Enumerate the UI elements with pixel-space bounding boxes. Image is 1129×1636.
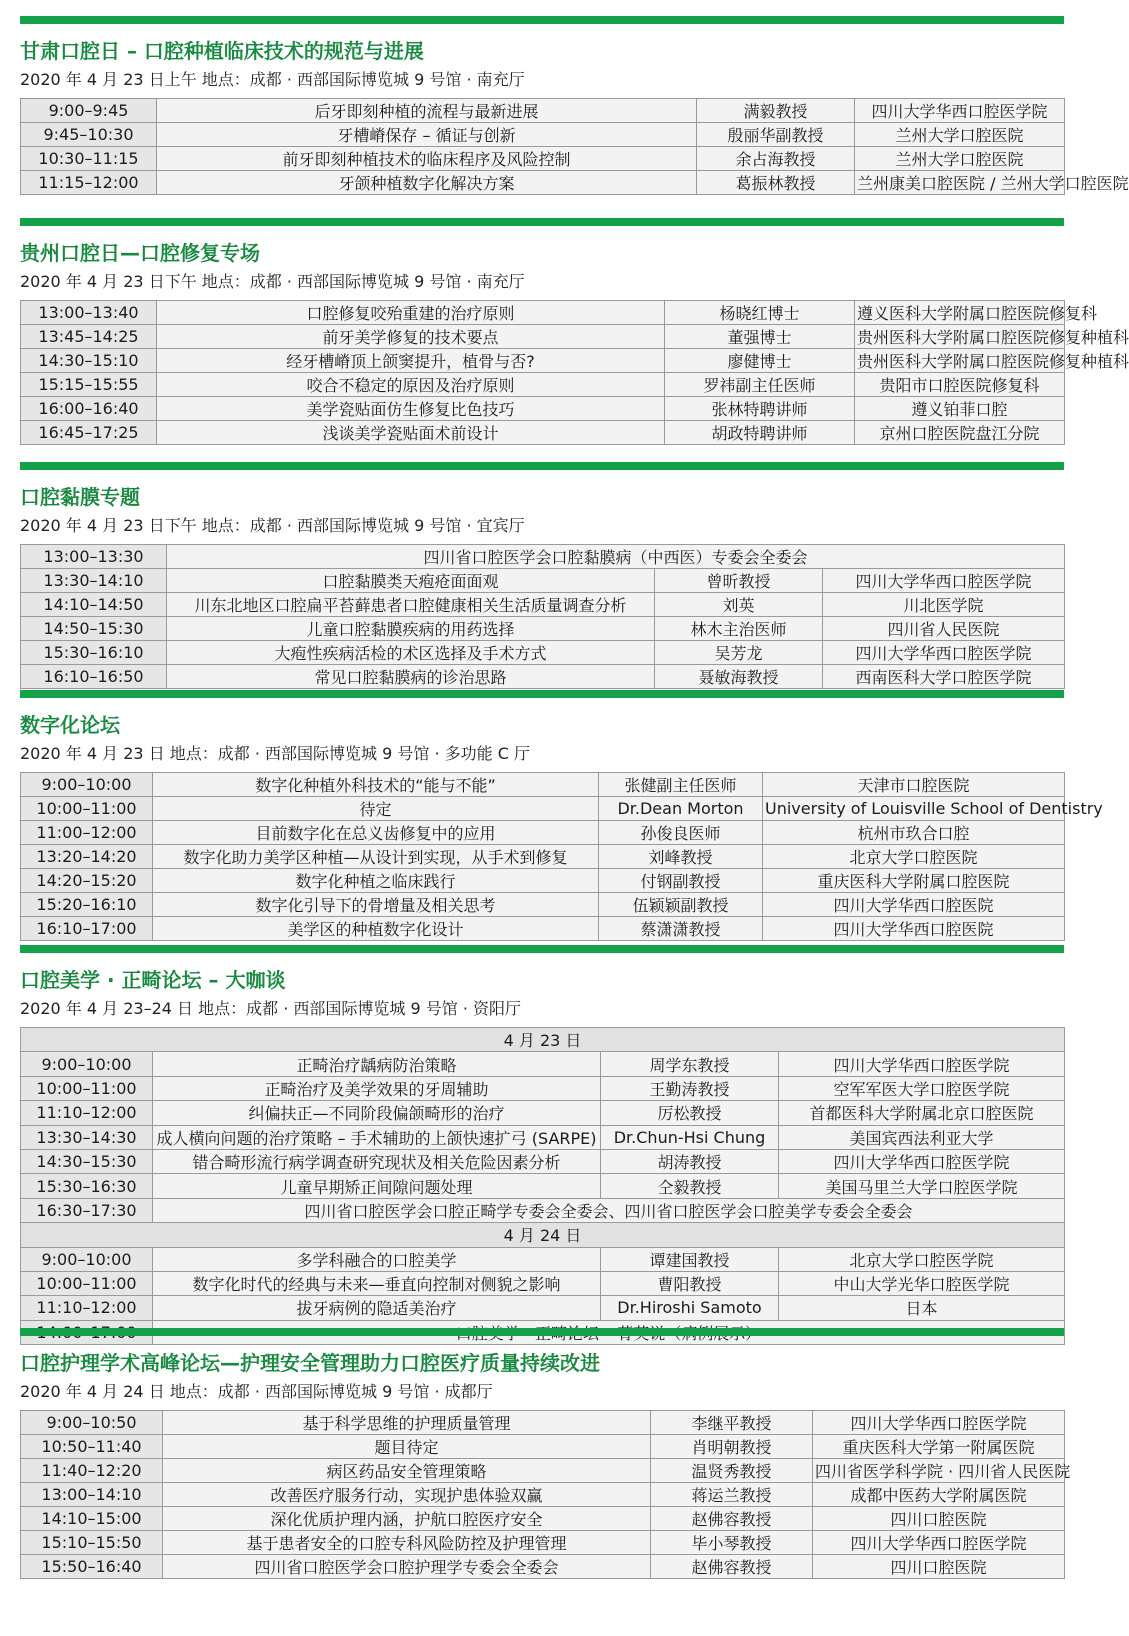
time-cell: 9:00–9:45	[21, 99, 157, 123]
affiliation-cell: 日本	[779, 1296, 1065, 1320]
time-cell: 10:30–11:15	[21, 147, 157, 171]
speaker-cell: Dr.Dean Morton	[599, 797, 763, 821]
session-title: 口腔美学 · 正畸论坛 – 大咖谈	[20, 968, 286, 992]
speaker-cell: 刘峰教授	[599, 845, 763, 869]
speaker-cell: 胡政特聘讲师	[665, 421, 855, 445]
schedule-table	[20, 98, 1129, 195]
session-date-venue: 2020 年 4 月 23 日上午 地点：成都 · 西部国际博览城 9 号馆 · 南充厅	[20, 70, 525, 89]
speaker-cell: 张健副主任医师	[599, 773, 763, 797]
time-cell: 14:20–15:20	[21, 869, 153, 893]
affiliation-cell: 成都中医药大学附属医院	[813, 1483, 1065, 1507]
schedule-row	[21, 1052, 1065, 1076]
affiliation-cell: 北京大学口腔医学院	[779, 1247, 1065, 1271]
speaker-cell: 周学东教授	[601, 1052, 779, 1076]
topic-cell: 数字化种植外科技术的“能与不能”	[153, 773, 599, 797]
time-cell: 9:00–10:00	[21, 1247, 153, 1271]
time-cell: 11:00–12:00	[21, 821, 153, 845]
schedule-row	[21, 373, 1065, 397]
time-cell: 15:15–15:55	[21, 373, 157, 397]
speaker-cell: 林木主治医师	[655, 617, 823, 641]
speaker-cell: 张林特聘讲师	[665, 397, 855, 421]
affiliation-cell: 四川省人民医院	[823, 617, 1065, 641]
affiliation-cell: 四川省医学科学院 · 四川省人民医院	[813, 1459, 1065, 1483]
schedule-table	[20, 1027, 1065, 1345]
topic-cell: 四川省口腔医学会口腔护理学专委会全委会	[163, 1555, 651, 1579]
affiliation-cell: 天津市口腔医院	[763, 773, 1065, 797]
affiliation-cell: 中山大学光华口腔医学院	[779, 1271, 1065, 1295]
speaker-cell: 赵佛容教授	[651, 1507, 813, 1531]
affiliation-cell: 兰州康美口腔医院 / 兰州大学口腔医院	[855, 171, 1065, 195]
schedule-row	[21, 171, 1065, 195]
time-cell: 10:50–11:40	[21, 1435, 163, 1459]
time-cell: 16:00–16:40	[21, 397, 157, 421]
affiliation-cell: 首都医科大学附属北京口腔医院	[779, 1101, 1065, 1125]
topic-cell: 待定	[153, 797, 599, 821]
topic-cell: 浅谈美学瓷贴面术前设计	[157, 421, 665, 445]
affiliation-cell: 遵义医科大学附属口腔医院修复科	[855, 301, 1065, 325]
topic-cell: 目前数字化在总义齿修复中的应用	[153, 821, 599, 845]
topic-cell: 纠偏扶正—不同阶段偏颌畸形的治疗	[153, 1101, 601, 1125]
schedule-row	[21, 893, 1065, 917]
affiliation-cell: 四川大学华西口腔医学院	[823, 569, 1065, 593]
schedule-table	[20, 772, 1103, 941]
time-cell: 16:45–17:25	[21, 421, 157, 445]
affiliation-cell: University of Louisville School of Dentistry	[763, 797, 1065, 821]
speaker-cell: 温贤秀教授	[651, 1459, 813, 1483]
time-cell: 16:10–17:00	[21, 917, 153, 941]
affiliation-cell: 兰州大学口腔医院	[855, 123, 1065, 147]
section-divider	[20, 945, 1064, 953]
schedule-row	[21, 301, 1065, 325]
time-cell: 14:30–15:10	[21, 349, 157, 373]
affiliation-cell: 四川大学华西口腔医学院	[823, 641, 1065, 665]
speaker-cell: 聂敏海教授	[655, 665, 823, 689]
topic-cell: 数字化时代的经典与未来—垂直向控制对侧貌之影响	[153, 1271, 601, 1295]
speaker-cell: 毕小琴教授	[651, 1531, 813, 1555]
session-block	[20, 945, 1064, 1345]
time-cell: 10:00–11:00	[21, 797, 153, 821]
date-row	[21, 1223, 1065, 1247]
time-cell: 9:00–10:00	[21, 1052, 153, 1076]
session-block	[20, 1328, 1071, 1579]
schedule-row	[21, 1531, 1065, 1555]
session-date-venue: 2020 年 4 月 23 日 地点：成都 · 西部国际博览城 9 号馆 · 多功能 C 厅	[20, 744, 530, 763]
topic-cell: 改善医疗服务行动，实现护患体验双赢	[163, 1483, 651, 1507]
speaker-cell: 殷丽华副教授	[697, 123, 855, 147]
time-cell: 16:10–16:50	[21, 665, 167, 689]
section-divider	[20, 16, 1064, 24]
topic-cell: 基于科学思维的护理质量管理	[163, 1411, 651, 1435]
schedule-row	[21, 1198, 1065, 1222]
time-cell: 14:30–15:30	[21, 1149, 153, 1173]
topic-cell: 后牙即刻种植的流程与最新进展	[157, 99, 697, 123]
session-title: 数字化论坛	[20, 713, 120, 737]
schedule-row	[21, 1174, 1065, 1198]
topic-cell: 数字化引导下的骨增量及相关思考	[153, 893, 599, 917]
time-cell: 11:15–12:00	[21, 171, 157, 195]
section-divider	[20, 218, 1064, 226]
speaker-cell: 曾昕教授	[655, 569, 823, 593]
section-divider	[20, 462, 1064, 470]
session-date-venue: 2020 年 4 月 23 日下午 地点：成都 · 西部国际博览城 9 号馆 · 宜宾厅	[20, 516, 525, 535]
time-cell: 9:00–10:00	[21, 773, 153, 797]
schedule-row	[21, 397, 1065, 421]
affiliation-cell: 美国宾西法利亚大学	[779, 1125, 1065, 1149]
schedule-row	[21, 593, 1065, 617]
affiliation-cell: 重庆医科大学附属口腔医院	[763, 869, 1065, 893]
speaker-cell: 满毅教授	[697, 99, 855, 123]
schedule-row	[21, 845, 1065, 869]
topic-cell: 题目待定	[163, 1435, 651, 1459]
schedule-row	[21, 1076, 1065, 1100]
speaker-cell: 曹阳教授	[601, 1271, 779, 1295]
speaker-cell: 刘英	[655, 593, 823, 617]
affiliation-cell: 四川大学华西口腔医学院	[813, 1411, 1065, 1435]
schedule-row	[21, 1247, 1065, 1271]
session-block	[20, 218, 1129, 445]
schedule-row	[21, 1555, 1065, 1579]
topic-cell: 美学瓷贴面仿生修复比色技巧	[157, 397, 665, 421]
schedule-row	[21, 665, 1065, 689]
schedule-table	[20, 544, 1065, 689]
date-cell: 4 月 24 日	[21, 1223, 1065, 1247]
schedule-row	[21, 1101, 1065, 1125]
date-row	[21, 1028, 1065, 1052]
affiliation-cell: 遵义铂菲口腔	[855, 397, 1065, 421]
topic-cell: 大疱性疾病活检的术区选择及手术方式	[167, 641, 655, 665]
time-cell: 13:00–13:30	[21, 545, 167, 569]
speaker-cell: 付钢副教授	[599, 869, 763, 893]
schedule-row	[21, 1411, 1065, 1435]
time-cell: 13:45–14:25	[21, 325, 157, 349]
affiliation-cell: 京州口腔医院盘江分院	[855, 421, 1065, 445]
topic-cell: 儿童早期矫正间隙问题处理	[153, 1174, 601, 1198]
speaker-cell: 吴芳龙	[655, 641, 823, 665]
time-cell: 10:00–11:00	[21, 1271, 153, 1295]
topic-cell: 口腔修复咬殆重建的治疗原则	[157, 301, 665, 325]
speaker-cell: 蒋运兰教授	[651, 1483, 813, 1507]
speaker-cell: Dr.Hiroshi Samoto	[601, 1296, 779, 1320]
schedule-row	[21, 869, 1065, 893]
time-cell: 16:30–17:30	[21, 1198, 153, 1222]
speaker-cell: 谭建国教授	[601, 1247, 779, 1271]
affiliation-cell: 兰州大学口腔医院	[855, 147, 1065, 171]
session-date-venue: 2020 年 4 月 23–24 日 地点：成都 · 西部国际博览城 9 号馆 · 资阳厅	[20, 999, 522, 1018]
affiliation-cell: 美国马里兰大学口腔医学院	[779, 1174, 1065, 1198]
session-block	[20, 462, 1064, 689]
schedule-row	[21, 1296, 1065, 1320]
schedule-row	[21, 1507, 1065, 1531]
topic-cell: 基于患者安全的口腔专科风险防控及护理管理	[163, 1531, 651, 1555]
affiliation-cell: 北京大学口腔医院	[763, 845, 1065, 869]
topic-cell: 正畸治疗及美学效果的牙周辅助	[153, 1076, 601, 1100]
time-cell: 11:10–12:00	[21, 1296, 153, 1320]
schedule-row	[21, 123, 1065, 147]
schedule-row	[21, 797, 1065, 821]
topic-cell: 儿童口腔黏膜疾病的用药选择	[167, 617, 655, 641]
affiliation-cell: 四川大学华西口腔医院	[763, 893, 1065, 917]
time-cell: 13:30–14:30	[21, 1125, 153, 1149]
time-cell: 14:10–14:50	[21, 593, 167, 617]
time-cell: 13:30–14:10	[21, 569, 167, 593]
session-date-venue: 2020 年 4 月 24 日 地点：成都 · 西部国际博览城 9 号馆 · 成都厅	[20, 1382, 493, 1401]
speaker-cell: 仝毅教授	[601, 1174, 779, 1198]
speaker-cell: 李继平教授	[651, 1411, 813, 1435]
session-date-venue: 2020 年 4 月 23 日下午 地点：成都 · 西部国际博览城 9 号馆 · 南充厅	[20, 272, 525, 291]
time-cell: 13:20–14:20	[21, 845, 153, 869]
schedule-row	[21, 147, 1065, 171]
time-cell: 11:40–12:20	[21, 1459, 163, 1483]
speaker-cell: Dr.Chun-Hsi Chung	[601, 1125, 779, 1149]
speaker-cell: 罗祎副主任医师	[665, 373, 855, 397]
topic-cell: 牙颌种植数字化解决方案	[157, 171, 697, 195]
section-divider	[20, 690, 1064, 698]
schedule-row	[21, 641, 1065, 665]
meeting-cell: 四川省口腔医学会口腔正畸学专委会全委会、四川省口腔医学会口腔美学专委会全委会	[153, 1198, 1065, 1222]
affiliation-cell: 四川口腔医院	[813, 1507, 1065, 1531]
schedule-row	[21, 1271, 1065, 1295]
time-cell: 10:00–11:00	[21, 1076, 153, 1100]
topic-cell: 正畸治疗龋病防治策略	[153, 1052, 601, 1076]
speaker-cell: 肖明朝教授	[651, 1435, 813, 1459]
topic-cell: 成人横向问题的治疗策略 – 手术辅助的上颌快速扩弓 (SARPE)	[153, 1125, 601, 1149]
schedule-row	[21, 773, 1065, 797]
topic-cell: 拔牙病例的隐适美治疗	[153, 1296, 601, 1320]
schedule-table	[20, 1410, 1071, 1579]
topic-cell: 牙槽嵴保存 – 循证与创新	[157, 123, 697, 147]
topic-cell: 病区药品安全管理策略	[163, 1459, 651, 1483]
schedule-row	[21, 99, 1065, 123]
session-title: 口腔黏膜专题	[20, 485, 140, 509]
time-cell: 15:10–15:50	[21, 1531, 163, 1555]
time-cell: 15:30–16:10	[21, 641, 167, 665]
section-divider	[20, 1328, 1064, 1336]
topic-cell: 美学区的种植数字化设计	[153, 917, 599, 941]
speaker-cell: 余占海教授	[697, 147, 855, 171]
schedule-table	[20, 300, 1129, 445]
time-cell: 9:45–10:30	[21, 123, 157, 147]
time-cell: 15:20–16:10	[21, 893, 153, 917]
schedule-row	[21, 349, 1065, 373]
schedule-row	[21, 1435, 1065, 1459]
speaker-cell: 伍颖颖副教授	[599, 893, 763, 917]
session-title: 贵州口腔日—口腔修复专场	[20, 241, 260, 265]
schedule-row	[21, 569, 1065, 593]
session-title: 口腔护理学术高峰论坛—护理安全管理助力口腔医疗质量持续改进	[20, 1351, 600, 1375]
time-cell: 13:00–13:40	[21, 301, 157, 325]
session-block	[20, 690, 1103, 941]
affiliation-cell: 川北医学院	[823, 593, 1065, 617]
speaker-cell: 赵佛容教授	[651, 1555, 813, 1579]
affiliation-cell: 四川大学华西口腔医学院	[855, 99, 1065, 123]
topic-cell: 咬合不稳定的原因及治疗原则	[157, 373, 665, 397]
schedule-row	[21, 421, 1065, 445]
affiliation-cell: 西南医科大学口腔医学院	[823, 665, 1065, 689]
meeting-cell: 四川省口腔医学会口腔黏膜病（中西医）专委会全委会	[167, 545, 1065, 569]
affiliation-cell: 杭州市玖合口腔	[763, 821, 1065, 845]
affiliation-cell: 贵州医科大学附属口腔医院修复种植科	[855, 325, 1065, 349]
time-cell: 11:10–12:00	[21, 1101, 153, 1125]
speaker-cell: 董强博士	[665, 325, 855, 349]
affiliation-cell: 重庆医科大学第一附属医院	[813, 1435, 1065, 1459]
speaker-cell: 蔡潇潇教授	[599, 917, 763, 941]
topic-cell: 深化优质护理内涵，护航口腔医疗安全	[163, 1507, 651, 1531]
affiliation-cell: 贵阳市口腔医院修复科	[855, 373, 1065, 397]
schedule-row	[21, 1125, 1065, 1149]
time-cell: 15:30–16:30	[21, 1174, 153, 1198]
schedule-row	[21, 821, 1065, 845]
topic-cell: 前牙美学修复的技术要点	[157, 325, 665, 349]
schedule-row	[21, 325, 1065, 349]
schedule-row	[21, 1149, 1065, 1173]
time-cell: 14:10–15:00	[21, 1507, 163, 1531]
time-cell: 13:00–14:10	[21, 1483, 163, 1507]
schedule-row	[21, 545, 1065, 569]
affiliation-cell: 四川大学华西口腔医院	[763, 917, 1065, 941]
topic-cell: 多学科融合的口腔美学	[153, 1247, 601, 1271]
affiliation-cell: 四川口腔医院	[813, 1555, 1065, 1579]
affiliation-cell: 四川大学华西口腔医学院	[779, 1052, 1065, 1076]
speaker-cell: 杨晓红博士	[665, 301, 855, 325]
speaker-cell: 胡涛教授	[601, 1149, 779, 1173]
topic-cell: 口腔黏膜类天疱疮面面观	[167, 569, 655, 593]
topic-cell: 数字化种植之临床践行	[153, 869, 599, 893]
affiliation-cell: 四川大学华西口腔医学院	[779, 1149, 1065, 1173]
topic-cell: 经牙槽嵴顶上颌窦提升，植骨与否?	[157, 349, 665, 373]
speaker-cell: 厉松教授	[601, 1101, 779, 1125]
affiliation-cell: 空军军医大学口腔医学院	[779, 1076, 1065, 1100]
date-cell: 4 月 23 日	[21, 1028, 1065, 1052]
topic-cell: 错合畸形流行病学调查研究现状及相关危险因素分析	[153, 1149, 601, 1173]
session-block	[20, 16, 1129, 195]
topic-cell: 前牙即刻种植技术的临床程序及风险控制	[157, 147, 697, 171]
speaker-cell: 王勤涛教授	[601, 1076, 779, 1100]
affiliation-cell: 四川大学华西口腔医学院	[813, 1531, 1065, 1555]
topic-cell: 川东北地区口腔扁平苔藓患者口腔健康相关生活质量调查分析	[167, 593, 655, 617]
topic-cell: 常见口腔黏膜病的诊治思路	[167, 665, 655, 689]
schedule-row	[21, 917, 1065, 941]
schedule-row	[21, 1483, 1065, 1507]
speaker-cell: 葛振林教授	[697, 171, 855, 195]
time-cell: 15:50–16:40	[21, 1555, 163, 1579]
speaker-cell: 孙俊良医师	[599, 821, 763, 845]
time-cell: 14:50–15:30	[21, 617, 167, 641]
session-title: 甘肃口腔日 – 口腔种植临床技术的规范与进展	[20, 39, 424, 63]
time-cell: 9:00–10:50	[21, 1411, 163, 1435]
schedule-row	[21, 1459, 1065, 1483]
speaker-cell: 廖健博士	[665, 349, 855, 373]
schedule-row	[21, 617, 1065, 641]
affiliation-cell: 贵州医科大学附属口腔医院修复种植科	[855, 349, 1065, 373]
topic-cell: 数字化助力美学区种植—从设计到实现，从手术到修复	[153, 845, 599, 869]
